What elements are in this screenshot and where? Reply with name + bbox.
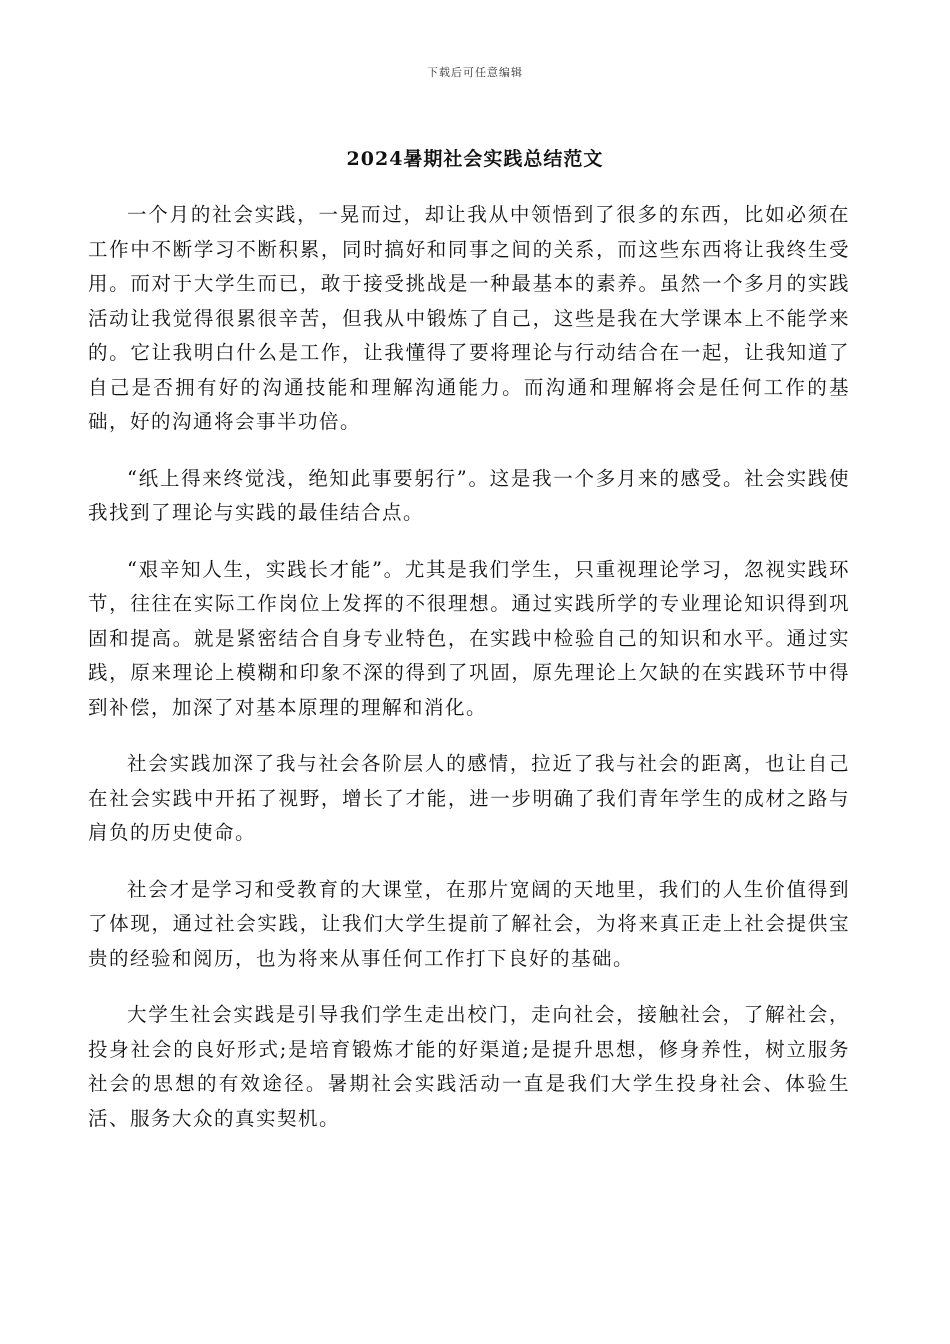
paragraph: 大学生社会实践是引导我们学生走出校门，走向社会，接触社会，了解社会，投身社会的良好形式;是培育锻炼才能的好渠道;是提升思想，修身养性，树立服务社会的思想的有效途径。暑期社会实践活动一直是我们大学生投身社会、体验生活、服务大众的真实契机。 [88,1003,850,1130]
paragraph: “纸上得来终觉浅，绝知此事要躬行”。这是我一个多月来的感受。社会实践使我找到了理论与实践的最佳结合点。 [88,466,850,524]
paragraph: “艰辛知人生，实践长才能”。尤其是我们学生，只重视理论学习，忽视实践环节，往往在实际工作岗位上发挥的不很理想。通过实践所学的专业理论知识得到巩固和提高。就是紧密结合自身专业特色，在实践中检验自己的知识和水平。通过实践，原来理论上模糊和印象不深的得到了巩固，原先理论上欠缺的在实践环节中得到补偿，加深了对基本原理的理解和消化。 [88,557,850,719]
header-note: 下载后可任意编辑 [427,66,523,79]
document-body [88,198,850,1158]
paragraph: 一个月的社会实践，一晃而过，却让我从中领悟到了很多的东西，比如必须在工作中不断学习不断积累，同时搞好和同事之间的关系，而这些东西将让我终生受用。而对于大学生而已，敢于接受挑战是一种最基本的素养。虽然一个多月的实践活动让我觉得很累很辛苦，但我从中锻炼了自己，这些是我在大学课本上不能学来的。它让我明白什么是工作，让我懂得了要将理论与行动结合在一起，让我知道了自己是否拥有好的沟通技能和理解沟通能力。而沟通和理解将会是任何工作的基础，好的沟通将会事半功倍。 [88,203,850,433]
document-title: 2024暑期社会实践总结范文 [346,148,604,170]
paragraph: 社会才是学习和受教育的大课堂，在那片宽阔的天地里，我们的人生价值得到了体现，通过社会实践，让我们大学生提前了解社会，为将来真正走上社会提供宝贵的经验和阅历，也为将来从事任何工作打下良好的基础。 [88,877,850,970]
paragraph: 社会实践加深了我与社会各阶层人的感情，拉近了我与社会的距离，也让自己在社会实践中开拓了视野，增长了才能，进一步明确了我们青年学生的成材之路与肩负的历史使命。 [88,752,850,844]
